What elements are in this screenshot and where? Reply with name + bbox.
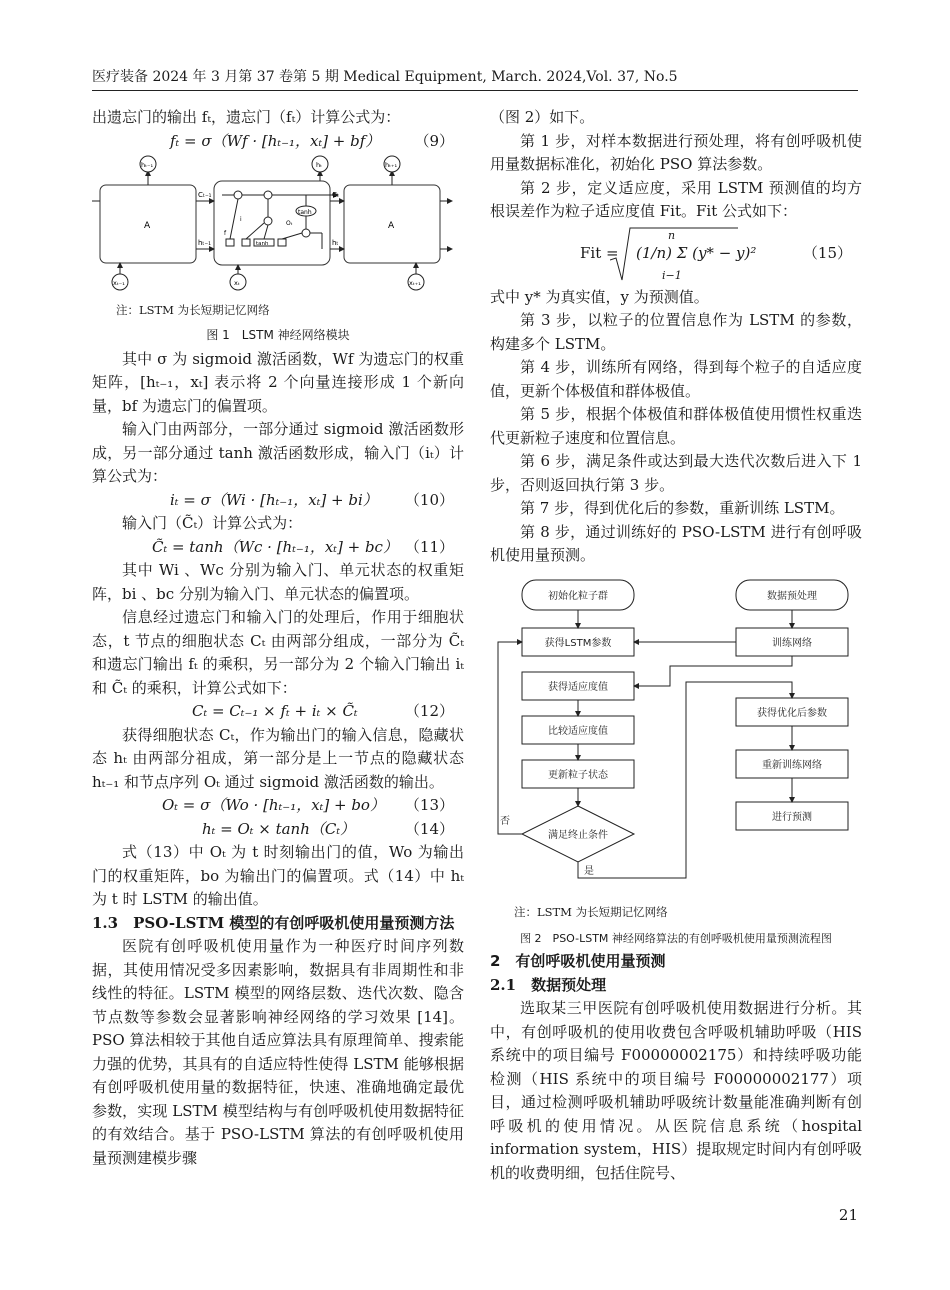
paragraph: 式（13）中 Oₜ 为 t 时刻输出门的值，Wo 为输出门的权重矩阵，bo 为输出门的偏置项。式（14）中 hₜ 为 t 时 LSTM 的输出值。: [92, 843, 464, 908]
h-next-label: hₜ₊₁: [385, 161, 398, 169]
step-4: 第 4 步，训练所有网络，得到每个粒子的自适应度值，更新个体极值和群体极值。: [490, 358, 862, 400]
paragraph: 选取某三甲医院有创呼吸机使用数据进行分析。其中，有创呼吸机的使用收费包含呼吸机辅助呼吸（HIS 系统中的项目编号 F00000002175）和持续呼吸功能检测（HIS 系统中的项目编号 F00000002177）项目，通过检测呼吸机辅助呼吸统计数量能准确判断有创呼吸机的使用情况。从医院信息系统（hospital information system，HIS）提取规定时间内有创呼吸机的收费明细，包括住院号、: [490, 999, 862, 1182]
step-8: 第 8 步，通过训练好的 PSO-LSTM 进行有创呼吸机使用量预测。: [490, 522, 862, 564]
flow-fitness-label: 获得适应度值: [548, 681, 608, 693]
equation-11: C̃ₜ = tanh（Wc · [hₜ₋₁，xₜ] + bc） （11）: [152, 537, 454, 556]
flow-cond-label: 满足终止条件: [548, 829, 608, 841]
x-next-label: xₜ₊₁: [409, 279, 421, 287]
eq15-sum-lower: i−1: [662, 268, 682, 282]
flow-predict-label: 进行预测: [772, 811, 812, 823]
h-t-flow-label: hₜ: [332, 239, 339, 247]
figure-2-note: 注：LSTM 为长短期记忆网络: [514, 905, 668, 919]
cell-a-label: A: [388, 221, 395, 231]
x-prev-label: xₜ₋₁: [113, 279, 125, 287]
right-column: [490, 106, 862, 1185]
paragraph: 式中 y* 为真实值，y 为预测值。: [490, 287, 709, 306]
f-label: f: [224, 230, 227, 237]
flow-update-label: 更新粒子状态: [548, 769, 608, 781]
section-1-3-heading: 1.3 PSO-LSTM 模型的有创呼吸机使用量预测方法: [92, 913, 455, 932]
equation-15: [490, 224, 862, 286]
flow-get-param-label: 获得LSTM参数: [544, 637, 612, 649]
equation-10: iₜ = σ（Wi · [hₜ₋₁，xₜ] + bi） （10）: [170, 490, 454, 509]
tanh-gate-label: tanh: [256, 241, 269, 247]
section-2-heading: 2 有创呼吸机使用量预测: [490, 952, 666, 970]
eq15-body: (1/n) Σ (y* − y)²: [636, 243, 757, 262]
paragraph: 其中 Wi 、Wc 分别为输入门、单元状态的权重矩阵，bi 、bc 分别为输入门、单元状态的偏置项。: [92, 561, 464, 603]
flow-no-label: 否: [500, 815, 510, 827]
equation-14: hₜ = Oₜ × tanh（Cₜ） （14）: [202, 819, 454, 838]
figure-1-note: 注：LSTM 为长短期记忆网络: [116, 302, 270, 317]
figure-2-caption: 图 2 PSO-LSTM 神经网络算法的有创呼吸机使用量预测流程图: [520, 931, 832, 945]
eq15-number: （15）: [802, 243, 852, 262]
paragraph: （图 2）如下。: [490, 108, 595, 126]
flow-yes-label: 是: [584, 865, 594, 877]
step-6: 第 6 步，满足条件或达到最大迭代次数后进入下 1 步，否则返回执行第 3 步。: [490, 452, 862, 494]
x-t-label: xₜ: [234, 279, 240, 287]
step-1: 第 1 步，对样本数据进行预处理，将有创呼吸机使用量数据标准化，初始化 PSO 算法参数。: [490, 131, 862, 173]
running-header: 医疗装备 2024 年 3 月第 37 卷第 5 期 Medical Equipment, March. 2024,Vol. 37, No.5: [92, 69, 678, 85]
step-7: 第 7 步，得到优化后的参数，重新训练 LSTM。: [520, 499, 845, 517]
flow-retrain-label: 重新训练网络: [762, 759, 822, 771]
equation-9: fₜ = σ（Wf · [hₜ₋₁，xₜ] + bf） （9）: [170, 131, 454, 150]
h-prev-label: hₜ₋₁: [141, 161, 154, 169]
i-label: i: [240, 216, 242, 223]
paragraph: 医院有创呼吸机使用量作为一种医疗时间序列数据，其使用情况受多因素影响，数据具有非周期性和非线性的特征。LSTM 模型的网络层数、迭代次数、隐含节点数等参数会显著影响神经网络的学习效果 [14]。PSO 算法相较于其他自适应算法具有原理简单、搜索能力强的优势，其具有的自适应特性使得 LSTM 能够根据有创呼吸机使用量的数据特征，快速、准确地确定最优参数，实现 LSTM 模型结构与有创呼吸机使用数据特征的有效结合。基于 PSO-LSTM 算法的有创呼吸机使用量预测建模步骤: [92, 937, 464, 1167]
figure-1-caption: 图 1 LSTM 神经网络模块: [206, 328, 350, 342]
equation-12: Cₜ = Cₜ₋₁ × fₜ + iₜ × C̃ₜ （12）: [192, 702, 454, 720]
equation-13: Oₜ = σ（Wo · [hₜ₋₁，xₜ] + bo） （13）: [162, 796, 454, 814]
tanh-label: tanh: [298, 209, 312, 216]
paragraph: 信息经过遗忘门和输入门的处理后，作用于细胞状态，t 节点的细胞状态 Cₜ 由两部分组成，一部分为 C̃ₜ 和遗忘门输出 fₜ 的乘积，另一部分为 2 个输入门输出 iₜ 和 C̃ₜ 的乘积，计算公式如下：: [92, 608, 464, 697]
flow-pre-label: 数据预处理: [767, 590, 817, 602]
flow-opt-label: 获得优化后参数: [757, 707, 827, 719]
eq15-lhs: Fit =: [580, 243, 619, 262]
paragraph: 出遗忘门的输出 fₜ，遗忘门（fₜ）计算公式为：: [92, 108, 401, 126]
step-2: 第 2 步，定义适应度，采用 LSTM 预测值的均方根误差作为粒子适应度值 Fit。Fit 公式如下：: [490, 178, 862, 220]
h-prev-flow-label: hₜ₋₁: [198, 239, 212, 247]
paragraph: 输入门（C̃ₜ）计算公式为：: [122, 514, 303, 532]
flow-init-label: 初始化粒子群: [548, 590, 608, 602]
cell-a-label: A: [144, 221, 151, 231]
h-t-label: hₜ: [316, 161, 323, 169]
page-number: 21: [838, 1206, 858, 1224]
step-5: 第 5 步，根据个体极值和群体极值使用惯性权重迭代更新粒子速度和位置信息。: [490, 405, 862, 447]
paragraph: 获得细胞状态 Cₜ，作为输出门的输入信息，隐藏状态 hₜ 由两部分祖成，第一部分是上一节点的隐藏状态 hₜ₋₁ 和节点序列 Oₜ 通过 sigmoid 激活函数的输出。: [92, 725, 464, 791]
eq15-sum-upper: n: [668, 228, 676, 242]
step-3: 第 3 步，以粒子的位置信息作为 LSTM 的参数，构建多个 LSTM。: [490, 311, 862, 353]
header-rule: [92, 90, 858, 91]
flow-compare-label: 比较适应度值: [548, 725, 608, 737]
pso-lstm-flowchart: [490, 574, 862, 894]
section-2-1-heading: 2.1 数据预处理: [490, 975, 607, 994]
paragraph: 输入门由两部分，一部分通过 sigmoid 激活函数形成，另一部分通过 tanh 激活函数形成，输入门（iₜ）计算公式为：: [92, 420, 464, 485]
o-label: Oₜ: [286, 220, 293, 227]
lstm-module-figure: [92, 153, 464, 291]
c-prev-label: Cₜ₋₁: [198, 191, 212, 199]
c-t-label: Cₜ: [332, 191, 339, 199]
paragraph: 其中 σ 为 sigmoid 激活函数，Wf 为遗忘门的权重矩阵，[hₜ₋₁，xₜ] 表示将 2 个向量连接形成 1 个新向量，bf 为遗忘门的偏置项。: [92, 349, 464, 415]
left-column: [92, 106, 464, 1170]
flow-train-label: 训练网络: [772, 637, 812, 649]
